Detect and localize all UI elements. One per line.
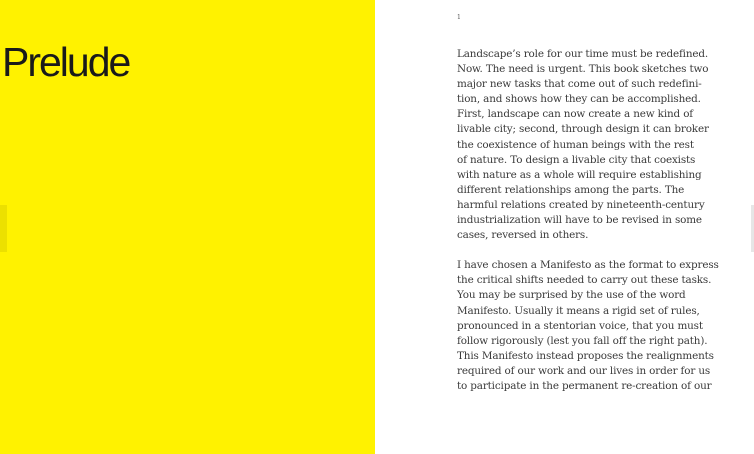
text-line: different relationships among the parts. The xyxy=(457,183,685,196)
text-line: required of our work and our lives in order for us xyxy=(457,364,711,377)
text-line: You may be surprised by the use of the word xyxy=(457,289,686,302)
text-line: tion, and shows how they can be accomplished. xyxy=(457,93,701,106)
text-line: pronounced in a stentorian voice, that you must xyxy=(457,319,703,332)
text-line: harmful relations created by nineteenth-century xyxy=(457,198,705,211)
left-page xyxy=(0,0,375,454)
body-text xyxy=(457,47,725,409)
text-line: I have chosen a Manifesto as the format to express xyxy=(457,259,719,272)
text-line: the critical shifts needed to carry out these tasks. xyxy=(457,274,712,287)
right-page xyxy=(375,0,754,454)
text-line: livable city; second, through design it can broker xyxy=(457,123,709,136)
text-line: industrialization will have to be revised in some xyxy=(457,214,702,227)
text-line: follow rigorously (lest you fall off the right path). xyxy=(457,334,708,347)
text-line: Landscape’s role for our time must be redefined. xyxy=(457,48,709,60)
text-line: of nature. To design a livable city that coexists xyxy=(457,153,696,166)
text-line: This Manifesto instead proposes the realignments xyxy=(457,349,714,362)
chapter-title: Prelude xyxy=(2,39,130,85)
text-line: First, landscape can now create a new kind of xyxy=(457,108,693,121)
text-line: Manifesto. Usually it means a rigid set of rules, xyxy=(457,304,700,317)
text-line: with nature as a whole will require establishing xyxy=(457,168,702,181)
text-line: to participate in the permanent re-creation of our xyxy=(457,379,712,392)
text-line: cases, reversed in others. xyxy=(457,229,589,242)
page-number: 1 xyxy=(457,14,461,21)
text-line: Now. The need is urgent. This book sketches two xyxy=(457,63,709,76)
paragraph xyxy=(457,47,725,243)
previous-page-tab[interactable] xyxy=(0,205,7,252)
text-line: the coexistence of human beings with the rest xyxy=(457,138,694,151)
text-line: major new tasks that come out of such redefini- xyxy=(457,78,702,91)
paragraph xyxy=(457,258,725,394)
